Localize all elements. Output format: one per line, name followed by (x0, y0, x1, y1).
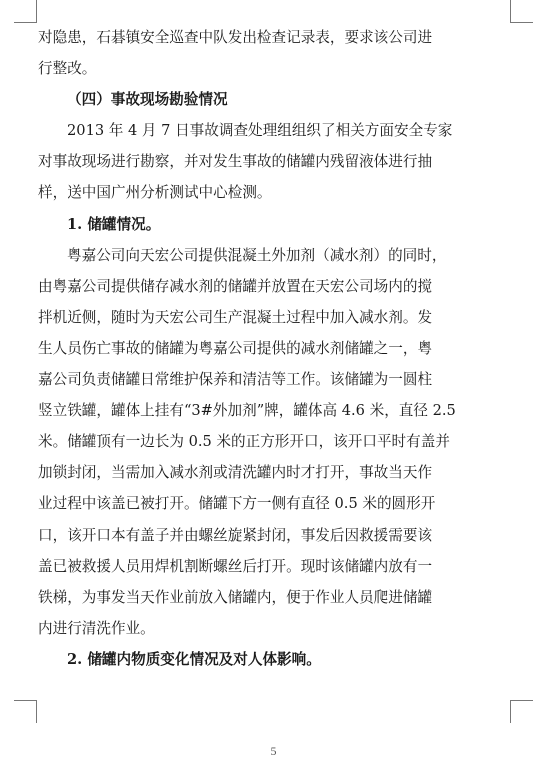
paragraph-line: 米。储罐顶有一边长为 0.5 米的正方形开口，该开口平时有盖并 (38, 433, 450, 451)
paragraph-line: 嘉公司负责储罐日常维护保养和清洁等工作。该储罐为一圆柱 (38, 371, 433, 389)
paragraph-line: 对隐患，石碁镇安全巡查中队发出检查记录表，要求该公司进 (38, 29, 433, 46)
paragraph-line: 粤嘉公司向天宏公司提供混凝土外加剂（减水剂）的同时， (67, 246, 447, 264)
section-heading: （四）事故现场勘验情况 (67, 91, 228, 109)
crop-mark-bottom-right (510, 700, 533, 723)
paragraph-line: 由粤嘉公司提供储存减水剂的储罐并放置在天宏公司场内的搅 (38, 277, 433, 295)
paragraph-line: 拌机近侧，随时为天宏公司生产混凝土过程中加入减水剂。发 (38, 308, 433, 326)
paragraph-line: 加锁封闭，当需加入减水剂或清洗罐内时才打开，事故当天作 (38, 464, 433, 482)
paragraph-line: 铁梯，为事发当天作业前放入储罐内，便于作业人员爬进储罐 (38, 588, 433, 606)
page-number: 5 (270, 744, 277, 758)
paragraph-line: 生人员伤亡事故的储罐为粤嘉公司提供的减水剂储罐之一，粤 (38, 339, 433, 357)
paragraph-line: 竖立铁罐，罐体上挂有“3#外加剂”牌，罐体高 4.6 米，直径 2.5 (38, 402, 456, 420)
paragraph-line: 2013 年 4 月 7 日事故调查处理组组织了相关方面安全专家 (67, 122, 453, 140)
paragraph-line: 业过程中该盖已被打开。储罐下方一侧有直径 0.5 米的圆形开 (38, 495, 436, 513)
paragraph-line: 口，该开口本有盖子并由螺丝旋紧封闭，事发后因救援需要该 (38, 526, 433, 544)
crop-mark-top-left (14, 0, 37, 23)
paragraph-line: 样，送中国广州分析测试中心检测。 (38, 184, 272, 202)
crop-mark-top-right (510, 0, 533, 23)
document-body (38, 22, 508, 675)
paragraph-line: 行整改。 (38, 60, 97, 78)
subsection-heading: 1. 储罐情况。 (67, 215, 161, 233)
paragraph-line: 内进行清洗作业。 (38, 619, 155, 637)
crop-mark-bottom-left (14, 700, 37, 723)
paragraph-line: 对事故现场进行勘察，并对发生事故的储罐内残留液体进行抽 (38, 153, 433, 171)
subsection-heading: 2. 储罐内物质变化情况及对人体影响。 (67, 650, 321, 668)
paragraph-line: 盖已被救援人员用焊机割断螺丝后打开。现时该储罐内放有一 (38, 557, 433, 575)
